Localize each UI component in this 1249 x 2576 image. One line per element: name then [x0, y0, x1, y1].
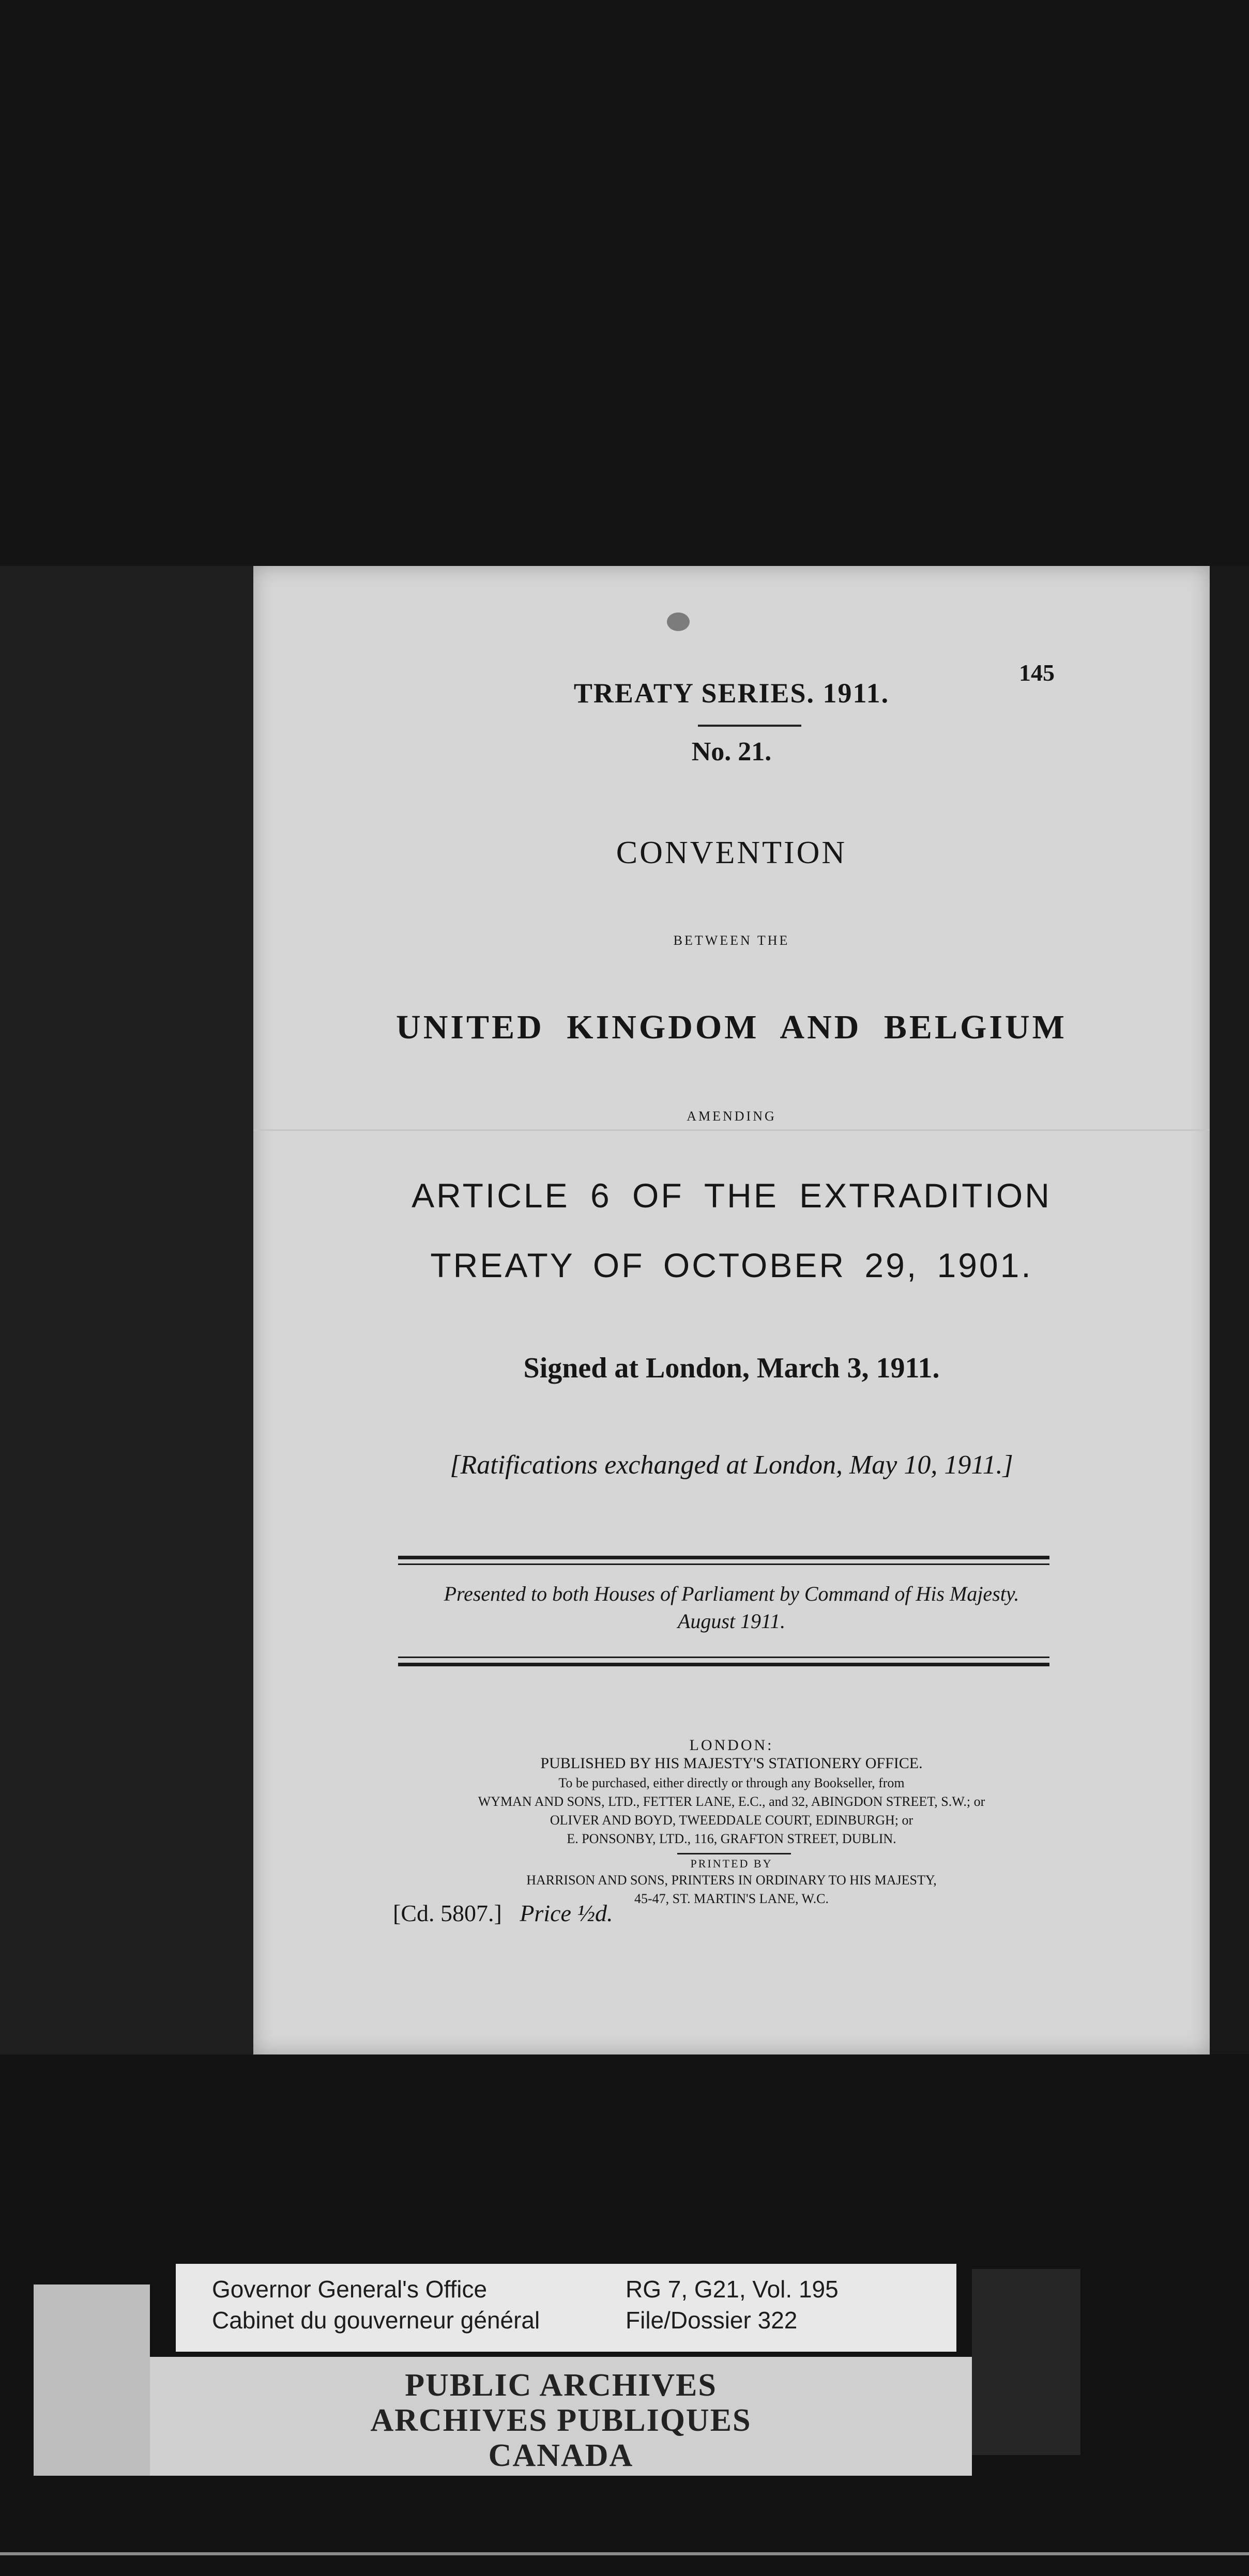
purchase-line-2: WYMAN AND SONS, LTD., FETTER LANE, E.C., and 32, ABINGDON STREET, S.W.; or [478, 1794, 985, 1809]
article-title-line-2: TREATY OF OCTOBER 29, 1901. [430, 1246, 1033, 1284]
published-by-line: PUBLISHED BY HIS MAJESTY'S STATIONERY OFFICE. [540, 1755, 923, 1772]
purchase-line-1: To be purchased, either directly or through any Bookseller, from [558, 1775, 905, 1790]
ink-stain-mark [667, 612, 690, 631]
record-group: RG 7, G21, Vol. 195 [626, 2276, 839, 2303]
banner-line-2: ARCHIVES PUBLIQUES [370, 2403, 752, 2438]
banner-line-3: CANADA [488, 2438, 634, 2473]
file-number: File/Dossier 322 [626, 2307, 798, 2334]
price: Price ½d. [520, 1900, 613, 1926]
printed-by-label: PRINTED BY [690, 1857, 773, 1870]
purchase-line-3: OLIVER AND BOYD, TWEEDDALE COURT, EDINBURGH; or [550, 1813, 913, 1828]
ratifications-note: [Ratifications exchanged at London, May 10, 1911.] [450, 1450, 1013, 1480]
thin-rule-bottom [398, 1657, 1049, 1658]
convention-title: CONVENTION [616, 835, 847, 870]
article-title-line-1: ARTICLE 6 OF THE EXTRADITION [412, 1176, 1052, 1215]
archives-reference-label [176, 2264, 956, 2352]
command-paper-number: [Cd. 5807.] [393, 1900, 502, 1926]
between-label: BETWEEN THE [673, 933, 790, 948]
treaty-series-heading: TREATY SERIES. 1911. [573, 678, 890, 709]
film-bottom-edge [0, 2552, 1249, 2555]
purchase-line-4: E. PONSONBY, LTD., 116, GRAFTON STREET, DUBLIN. [567, 1831, 896, 1846]
presented-statement: Presented to both Houses of Parliament by Command of His Majesty. [444, 1582, 1019, 1605]
page-number: 145 [1019, 660, 1055, 686]
printer-line-2: 45-47, ST. MARTIN'S LANE, W.C. [634, 1891, 829, 1906]
treaty-number: No. 21. [691, 737, 772, 766]
presented-date: August 1911. [677, 1609, 786, 1633]
publisher-city: LONDON: [689, 1737, 774, 1754]
thin-rule-top [398, 1563, 1049, 1565]
parties-heading: UNITED KINGDOM AND BELGIUM [396, 1008, 1067, 1046]
archive-tab-right [972, 2269, 1080, 2455]
archive-tab-left [34, 2284, 150, 2476]
series-underline [698, 725, 801, 727]
thick-rule-bottom [398, 1663, 1049, 1666]
banner-line-1: PUBLIC ARCHIVES [405, 2368, 717, 2403]
film-strip-left [0, 566, 253, 2054]
command-and-price [393, 1899, 613, 1927]
office-french: Cabinet du gouverneur général [212, 2307, 540, 2334]
public-archives-banner [150, 2357, 972, 2476]
thick-rule-top [398, 1556, 1049, 1559]
page-fold-crease [253, 1129, 1210, 1131]
amending-label: AMENDING [687, 1109, 776, 1124]
document-page [253, 566, 1210, 2054]
film-strip-right [1210, 566, 1249, 2054]
signed-statement: Signed at London, March 3, 1911. [523, 1352, 940, 1384]
film-background-top [0, 0, 1249, 566]
printer-line-1: HARRISON AND SONS, PRINTERS IN ORDINARY TO HIS MAJESTY, [526, 1873, 937, 1888]
publisher-divider [677, 1853, 791, 1854]
office-english: Governor General's Office [212, 2276, 488, 2303]
